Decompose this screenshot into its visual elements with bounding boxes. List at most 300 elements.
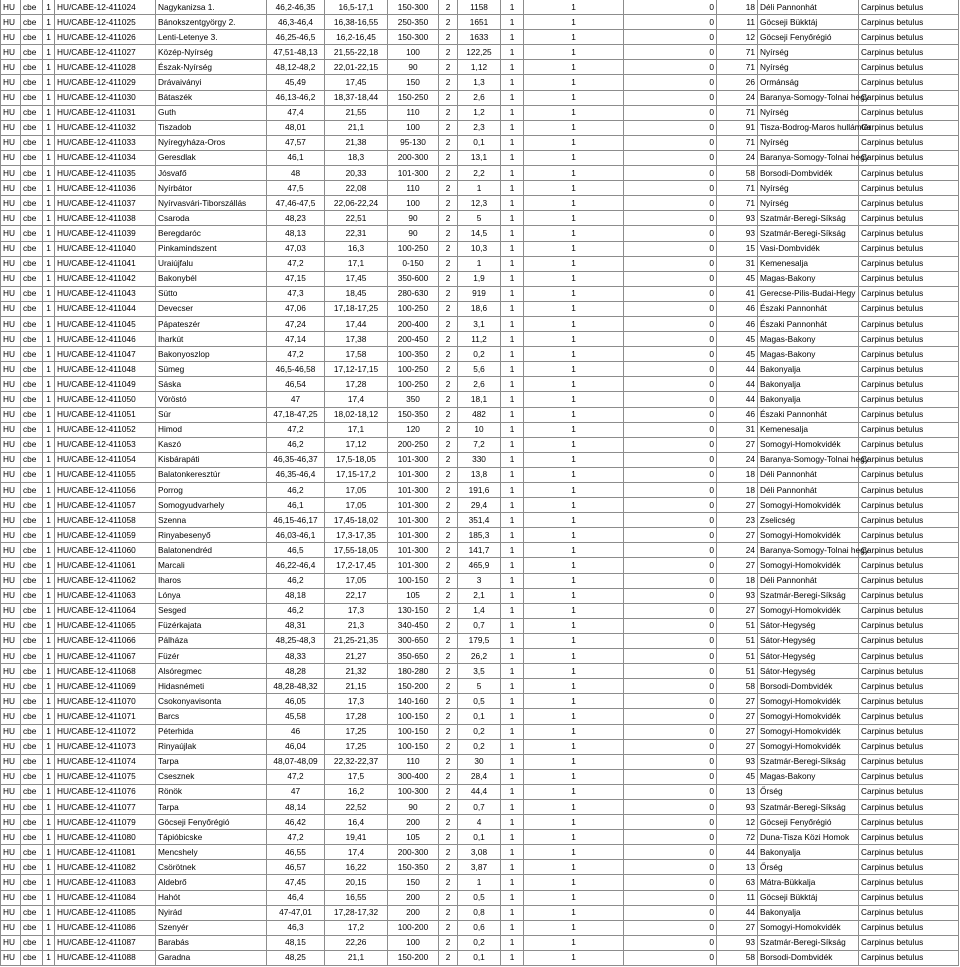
area-cell[interactable]: 29,4 — [458, 498, 501, 513]
longitude-cell[interactable]: 22,51 — [325, 211, 388, 226]
latitude-cell[interactable]: 48,31 — [267, 618, 325, 633]
species-code-cell[interactable]: cbe — [21, 905, 43, 920]
unit-name-cell[interactable]: Bátaszék — [156, 90, 267, 105]
species-code-cell[interactable]: cbe — [21, 452, 43, 467]
area-cell[interactable]: 2,6 — [458, 377, 501, 392]
region-name-cell[interactable]: Borsodi-Dombvidék — [758, 166, 859, 181]
region-code-cell[interactable]: 13 — [717, 784, 758, 799]
register-id-cell[interactable]: HU/CABE-12-411028 — [55, 60, 156, 75]
region-code-cell[interactable]: 27 — [717, 528, 758, 543]
area-cell[interactable]: 10 — [458, 422, 501, 437]
region-name-cell[interactable]: Somogyi-Homokvidék — [758, 528, 859, 543]
flag-a-cell[interactable]: 1 — [501, 120, 524, 135]
region-code-cell[interactable]: 93 — [717, 935, 758, 950]
latitude-cell[interactable]: 46,55 — [267, 845, 325, 860]
latitude-cell[interactable]: 47,03 — [267, 241, 325, 256]
country-cell[interactable]: HU — [1, 513, 21, 528]
species-name-cell[interactable]: Carpinus betulus — [859, 754, 959, 769]
latitude-cell[interactable]: 47,46-47,5 — [267, 196, 325, 211]
unit-name-cell[interactable]: Péterhida — [156, 724, 267, 739]
area-cell[interactable]: 191,6 — [458, 483, 501, 498]
region-code-cell[interactable]: 12 — [717, 815, 758, 830]
country-cell[interactable]: HU — [1, 784, 21, 799]
flag-a-cell[interactable]: 1 — [501, 211, 524, 226]
type-cell[interactable]: 2 — [439, 588, 458, 603]
register-id-cell[interactable]: HU/CABE-12-411043 — [55, 286, 156, 301]
country-cell[interactable]: HU — [1, 407, 21, 422]
altitude-cell[interactable]: 150-250 — [388, 90, 439, 105]
country-cell[interactable]: HU — [1, 558, 21, 573]
altitude-cell[interactable]: 200 — [388, 905, 439, 920]
region-code-cell[interactable]: 45 — [717, 347, 758, 362]
area-cell[interactable]: 919 — [458, 286, 501, 301]
unit-name-cell[interactable]: Tiszadob — [156, 120, 267, 135]
species-code-cell[interactable]: cbe — [21, 739, 43, 754]
category-cell[interactable]: 1 — [43, 905, 55, 920]
altitude-cell[interactable]: 100-250 — [388, 377, 439, 392]
flag-b-cell[interactable]: 1 — [524, 739, 624, 754]
area-cell[interactable]: 0,5 — [458, 890, 501, 905]
region-name-cell[interactable]: Bakonyalja — [758, 362, 859, 377]
unit-name-cell[interactable]: Nagykanizsa 1. — [156, 0, 267, 15]
altitude-cell[interactable]: 101-300 — [388, 452, 439, 467]
register-id-cell[interactable]: HU/CABE-12-411073 — [55, 739, 156, 754]
country-cell[interactable]: HU — [1, 362, 21, 377]
longitude-cell[interactable]: 16,55 — [325, 890, 388, 905]
latitude-cell[interactable]: 48,15 — [267, 935, 325, 950]
type-cell[interactable]: 2 — [439, 226, 458, 241]
unit-name-cell[interactable]: Sümeg — [156, 362, 267, 377]
flag-b-cell[interactable]: 1 — [524, 90, 624, 105]
country-cell[interactable]: HU — [1, 211, 21, 226]
register-id-cell[interactable]: HU/CABE-12-411026 — [55, 30, 156, 45]
latitude-cell[interactable]: 48,14 — [267, 799, 325, 814]
species-name-cell[interactable]: Carpinus betulus — [859, 618, 959, 633]
unit-name-cell[interactable]: Lónya — [156, 588, 267, 603]
region-code-cell[interactable]: 18 — [717, 467, 758, 482]
longitude-cell[interactable]: 17,45 — [325, 75, 388, 90]
flag-a-cell[interactable]: 1 — [501, 679, 524, 694]
longitude-cell[interactable]: 17,12-17,15 — [325, 362, 388, 377]
latitude-cell[interactable]: 46,35-46,37 — [267, 452, 325, 467]
longitude-cell[interactable]: 16,38-16,55 — [325, 15, 388, 30]
flag-a-cell[interactable]: 1 — [501, 452, 524, 467]
region-name-cell[interactable]: Somogyi-Homokvidék — [758, 920, 859, 935]
region-name-cell[interactable]: Somogyi-Homokvidék — [758, 739, 859, 754]
region-name-cell[interactable]: Somogyi-Homokvidék — [758, 709, 859, 724]
longitude-cell[interactable]: 17,58 — [325, 347, 388, 362]
region-name-cell[interactable]: Nyírség — [758, 45, 859, 60]
unit-name-cell[interactable]: Göcseji Fenyőrégió — [156, 815, 267, 830]
altitude-cell[interactable]: 150-350 — [388, 407, 439, 422]
altitude-cell[interactable]: 150-200 — [388, 679, 439, 694]
species-code-cell[interactable]: cbe — [21, 45, 43, 60]
region-name-cell[interactable]: Zselicség — [758, 513, 859, 528]
species-code-cell[interactable]: cbe — [21, 664, 43, 679]
flag-a-cell[interactable]: 1 — [501, 769, 524, 784]
flag-c-cell[interactable]: 0 — [624, 905, 717, 920]
species-code-cell[interactable]: cbe — [21, 90, 43, 105]
species-name-cell[interactable]: Carpinus betulus — [859, 181, 959, 196]
latitude-cell[interactable]: 46,2-46,35 — [267, 0, 325, 15]
category-cell[interactable]: 1 — [43, 347, 55, 362]
region-code-cell[interactable]: 44 — [717, 845, 758, 860]
country-cell[interactable]: HU — [1, 30, 21, 45]
flag-b-cell[interactable]: 1 — [524, 815, 624, 830]
altitude-cell[interactable]: 90 — [388, 799, 439, 814]
country-cell[interactable]: HU — [1, 543, 21, 558]
species-name-cell[interactable]: Carpinus betulus — [859, 437, 959, 452]
flag-c-cell[interactable]: 0 — [624, 603, 717, 618]
species-code-cell[interactable]: cbe — [21, 467, 43, 482]
register-id-cell[interactable]: HU/CABE-12-411084 — [55, 890, 156, 905]
country-cell[interactable]: HU — [1, 241, 21, 256]
species-name-cell[interactable]: Carpinus betulus — [859, 875, 959, 890]
latitude-cell[interactable]: 47,3 — [267, 286, 325, 301]
category-cell[interactable]: 1 — [43, 618, 55, 633]
type-cell[interactable]: 2 — [439, 60, 458, 75]
flag-c-cell[interactable]: 0 — [624, 558, 717, 573]
species-code-cell[interactable]: cbe — [21, 498, 43, 513]
register-id-cell[interactable]: HU/CABE-12-411076 — [55, 784, 156, 799]
latitude-cell[interactable]: 47,45 — [267, 875, 325, 890]
species-name-cell[interactable]: Carpinus betulus — [859, 830, 959, 845]
altitude-cell[interactable]: 150-300 — [388, 30, 439, 45]
flag-a-cell[interactable]: 1 — [501, 196, 524, 211]
species-code-cell[interactable]: cbe — [21, 105, 43, 120]
longitude-cell[interactable]: 17,3-17,35 — [325, 528, 388, 543]
flag-b-cell[interactable]: 1 — [524, 45, 624, 60]
category-cell[interactable]: 1 — [43, 754, 55, 769]
category-cell[interactable]: 1 — [43, 90, 55, 105]
longitude-cell[interactable]: 17,1 — [325, 256, 388, 271]
flag-a-cell[interactable]: 1 — [501, 528, 524, 543]
flag-c-cell[interactable]: 0 — [624, 90, 717, 105]
longitude-cell[interactable]: 22,17 — [325, 588, 388, 603]
region-code-cell[interactable]: 58 — [717, 950, 758, 965]
species-name-cell[interactable]: Carpinus betulus — [859, 392, 959, 407]
flag-b-cell[interactable]: 1 — [524, 724, 624, 739]
unit-name-cell[interactable]: Észak-Nyírség — [156, 60, 267, 75]
area-cell[interactable]: 13,1 — [458, 150, 501, 165]
region-code-cell[interactable]: 51 — [717, 649, 758, 664]
area-cell[interactable]: 1 — [458, 181, 501, 196]
register-id-cell[interactable]: HU/CABE-12-411042 — [55, 271, 156, 286]
longitude-cell[interactable]: 17,38 — [325, 332, 388, 347]
unit-name-cell[interactable]: Kaszó — [156, 437, 267, 452]
flag-b-cell[interactable]: 1 — [524, 316, 624, 331]
species-name-cell[interactable]: Carpinus betulus — [859, 528, 959, 543]
country-cell[interactable]: HU — [1, 347, 21, 362]
flag-c-cell[interactable]: 0 — [624, 196, 717, 211]
flag-a-cell[interactable]: 1 — [501, 150, 524, 165]
category-cell[interactable]: 1 — [43, 513, 55, 528]
register-id-cell[interactable]: HU/CABE-12-411036 — [55, 181, 156, 196]
species-name-cell[interactable]: Carpinus betulus — [859, 950, 959, 965]
unit-name-cell[interactable]: Szenna — [156, 513, 267, 528]
country-cell[interactable]: HU — [1, 649, 21, 664]
category-cell[interactable]: 1 — [43, 15, 55, 30]
latitude-cell[interactable]: 46,4 — [267, 890, 325, 905]
latitude-cell[interactable]: 46,2 — [267, 483, 325, 498]
species-name-cell[interactable]: Carpinus betulus — [859, 739, 959, 754]
flag-b-cell[interactable]: 1 — [524, 603, 624, 618]
area-cell[interactable]: 1,9 — [458, 271, 501, 286]
altitude-cell[interactable]: 200-400 — [388, 316, 439, 331]
species-code-cell[interactable]: cbe — [21, 332, 43, 347]
species-code-cell[interactable]: cbe — [21, 633, 43, 648]
altitude-cell[interactable]: 250-350 — [388, 15, 439, 30]
region-code-cell[interactable]: 63 — [717, 875, 758, 890]
category-cell[interactable]: 1 — [43, 543, 55, 558]
flag-a-cell[interactable]: 1 — [501, 422, 524, 437]
latitude-cell[interactable]: 46,3-46,4 — [267, 15, 325, 30]
register-id-cell[interactable]: HU/CABE-12-411083 — [55, 875, 156, 890]
longitude-cell[interactable]: 17,44 — [325, 316, 388, 331]
category-cell[interactable]: 1 — [43, 769, 55, 784]
region-name-cell[interactable]: Szatmár-Beregi-Síkság — [758, 211, 859, 226]
flag-a-cell[interactable]: 1 — [501, 181, 524, 196]
flag-a-cell[interactable]: 1 — [501, 694, 524, 709]
type-cell[interactable]: 2 — [439, 467, 458, 482]
area-cell[interactable]: 351,4 — [458, 513, 501, 528]
unit-name-cell[interactable]: Csesznek — [156, 769, 267, 784]
flag-b-cell[interactable]: 1 — [524, 679, 624, 694]
region-code-cell[interactable]: 45 — [717, 271, 758, 286]
category-cell[interactable]: 1 — [43, 150, 55, 165]
country-cell[interactable]: HU — [1, 75, 21, 90]
altitude-cell[interactable]: 350-600 — [388, 271, 439, 286]
region-code-cell[interactable]: 45 — [717, 332, 758, 347]
flag-c-cell[interactable]: 0 — [624, 769, 717, 784]
altitude-cell[interactable]: 110 — [388, 754, 439, 769]
species-name-cell[interactable]: Carpinus betulus — [859, 30, 959, 45]
flag-a-cell[interactable]: 1 — [501, 332, 524, 347]
country-cell[interactable]: HU — [1, 150, 21, 165]
category-cell[interactable]: 1 — [43, 875, 55, 890]
flag-a-cell[interactable]: 1 — [501, 920, 524, 935]
unit-name-cell[interactable]: Súr — [156, 407, 267, 422]
region-code-cell[interactable]: 93 — [717, 211, 758, 226]
area-cell[interactable]: 26,2 — [458, 649, 501, 664]
area-cell[interactable]: 1,3 — [458, 75, 501, 90]
latitude-cell[interactable]: 48,33 — [267, 649, 325, 664]
country-cell[interactable]: HU — [1, 422, 21, 437]
register-id-cell[interactable]: HU/CABE-12-411060 — [55, 543, 156, 558]
flag-b-cell[interactable]: 1 — [524, 286, 624, 301]
region-code-cell[interactable]: 71 — [717, 45, 758, 60]
flag-a-cell[interactable]: 1 — [501, 392, 524, 407]
longitude-cell[interactable]: 17,45 — [325, 271, 388, 286]
flag-a-cell[interactable]: 1 — [501, 633, 524, 648]
flag-b-cell[interactable]: 1 — [524, 256, 624, 271]
longitude-cell[interactable]: 21,55 — [325, 105, 388, 120]
region-code-cell[interactable]: 27 — [717, 603, 758, 618]
type-cell[interactable]: 2 — [439, 181, 458, 196]
unit-name-cell[interactable]: Rinyaújlak — [156, 739, 267, 754]
region-name-cell[interactable]: Sátor-Hegység — [758, 649, 859, 664]
flag-a-cell[interactable]: 1 — [501, 377, 524, 392]
region-name-cell[interactable]: Déli Pannonhát — [758, 0, 859, 15]
longitude-cell[interactable]: 21,3 — [325, 618, 388, 633]
flag-c-cell[interactable]: 0 — [624, 588, 717, 603]
country-cell[interactable]: HU — [1, 181, 21, 196]
altitude-cell[interactable]: 100-150 — [388, 709, 439, 724]
altitude-cell[interactable]: 100-350 — [388, 347, 439, 362]
type-cell[interactable]: 2 — [439, 483, 458, 498]
register-id-cell[interactable]: HU/CABE-12-411066 — [55, 633, 156, 648]
species-name-cell[interactable]: Carpinus betulus — [859, 664, 959, 679]
flag-b-cell[interactable]: 1 — [524, 135, 624, 150]
type-cell[interactable]: 2 — [439, 769, 458, 784]
register-id-cell[interactable]: HU/CABE-12-411048 — [55, 362, 156, 377]
latitude-cell[interactable]: 47 — [267, 392, 325, 407]
register-id-cell[interactable]: HU/CABE-12-411080 — [55, 830, 156, 845]
flag-a-cell[interactable]: 1 — [501, 301, 524, 316]
species-code-cell[interactable]: cbe — [21, 422, 43, 437]
species-code-cell[interactable]: cbe — [21, 950, 43, 965]
flag-b-cell[interactable]: 1 — [524, 935, 624, 950]
unit-name-cell[interactable]: Devecser — [156, 301, 267, 316]
altitude-cell[interactable]: 150-200 — [388, 950, 439, 965]
flag-a-cell[interactable]: 1 — [501, 890, 524, 905]
species-code-cell[interactable]: cbe — [21, 30, 43, 45]
flag-a-cell[interactable]: 1 — [501, 573, 524, 588]
region-code-cell[interactable]: 93 — [717, 588, 758, 603]
species-name-cell[interactable]: Carpinus betulus — [859, 920, 959, 935]
country-cell[interactable]: HU — [1, 256, 21, 271]
species-code-cell[interactable]: cbe — [21, 649, 43, 664]
area-cell[interactable]: 330 — [458, 452, 501, 467]
altitude-cell[interactable]: 90 — [388, 226, 439, 241]
altitude-cell[interactable]: 350 — [388, 392, 439, 407]
category-cell[interactable]: 1 — [43, 573, 55, 588]
country-cell[interactable]: HU — [1, 799, 21, 814]
category-cell[interactable]: 1 — [43, 407, 55, 422]
longitude-cell[interactable]: 21,1 — [325, 120, 388, 135]
register-id-cell[interactable]: HU/CABE-12-411032 — [55, 120, 156, 135]
flag-b-cell[interactable]: 1 — [524, 452, 624, 467]
area-cell[interactable]: 44,4 — [458, 784, 501, 799]
species-name-cell[interactable]: Carpinus betulus — [859, 633, 959, 648]
altitude-cell[interactable]: 100-250 — [388, 362, 439, 377]
flag-a-cell[interactable]: 1 — [501, 739, 524, 754]
longitude-cell[interactable]: 16,2-16,45 — [325, 30, 388, 45]
unit-name-cell[interactable]: Bakonyoszlop — [156, 347, 267, 362]
region-name-cell[interactable]: Somogyi-Homokvidék — [758, 694, 859, 709]
species-code-cell[interactable]: cbe — [21, 166, 43, 181]
region-name-cell[interactable]: Borsodi-Dombvidék — [758, 950, 859, 965]
register-id-cell[interactable]: HU/CABE-12-411035 — [55, 166, 156, 181]
flag-b-cell[interactable]: 1 — [524, 150, 624, 165]
species-code-cell[interactable]: cbe — [21, 935, 43, 950]
register-id-cell[interactable]: HU/CABE-12-411070 — [55, 694, 156, 709]
species-name-cell[interactable]: Carpinus betulus — [859, 467, 959, 482]
category-cell[interactable]: 1 — [43, 558, 55, 573]
flag-c-cell[interactable]: 0 — [624, 709, 717, 724]
category-cell[interactable]: 1 — [43, 316, 55, 331]
type-cell[interactable]: 2 — [439, 950, 458, 965]
region-code-cell[interactable]: 44 — [717, 362, 758, 377]
area-cell[interactable]: 28,4 — [458, 769, 501, 784]
country-cell[interactable]: HU — [1, 90, 21, 105]
country-cell[interactable]: HU — [1, 286, 21, 301]
register-id-cell[interactable]: HU/CABE-12-411025 — [55, 15, 156, 30]
unit-name-cell[interactable]: Nyírvasvári-Tiborszállás — [156, 196, 267, 211]
latitude-cell[interactable]: 46,2 — [267, 573, 325, 588]
region-name-cell[interactable]: Baranya-Somogy-Tolnai hegy — [758, 150, 859, 165]
country-cell[interactable]: HU — [1, 573, 21, 588]
flag-b-cell[interactable]: 1 — [524, 694, 624, 709]
type-cell[interactable]: 2 — [439, 90, 458, 105]
country-cell[interactable]: HU — [1, 875, 21, 890]
country-cell[interactable]: HU — [1, 45, 21, 60]
region-name-cell[interactable]: Bakonyalja — [758, 905, 859, 920]
species-code-cell[interactable]: cbe — [21, 618, 43, 633]
flag-b-cell[interactable]: 1 — [524, 633, 624, 648]
altitude-cell[interactable]: 100-300 — [388, 784, 439, 799]
category-cell[interactable]: 1 — [43, 588, 55, 603]
country-cell[interactable]: HU — [1, 588, 21, 603]
altitude-cell[interactable]: 100 — [388, 120, 439, 135]
altitude-cell[interactable]: 200 — [388, 815, 439, 830]
altitude-cell[interactable]: 200 — [388, 890, 439, 905]
register-id-cell[interactable]: HU/CABE-12-411058 — [55, 513, 156, 528]
country-cell[interactable]: HU — [1, 467, 21, 482]
longitude-cell[interactable]: 21,32 — [325, 664, 388, 679]
area-cell[interactable]: 0,2 — [458, 347, 501, 362]
unit-name-cell[interactable]: Nyírbátor — [156, 181, 267, 196]
species-name-cell[interactable]: Carpinus betulus — [859, 0, 959, 15]
region-name-cell[interactable]: Somogyi-Homokvidék — [758, 437, 859, 452]
flag-b-cell[interactable]: 1 — [524, 120, 624, 135]
area-cell[interactable]: 2,6 — [458, 90, 501, 105]
unit-name-cell[interactable]: Sütto — [156, 286, 267, 301]
country-cell[interactable]: HU — [1, 392, 21, 407]
type-cell[interactable]: 2 — [439, 633, 458, 648]
flag-a-cell[interactable]: 1 — [501, 241, 524, 256]
flag-c-cell[interactable]: 0 — [624, 271, 717, 286]
register-id-cell[interactable]: HU/CABE-12-411029 — [55, 75, 156, 90]
region-code-cell[interactable]: 24 — [717, 150, 758, 165]
category-cell[interactable]: 1 — [43, 120, 55, 135]
flag-b-cell[interactable]: 1 — [524, 211, 624, 226]
region-code-cell[interactable]: 27 — [717, 558, 758, 573]
category-cell[interactable]: 1 — [43, 467, 55, 482]
register-id-cell[interactable]: HU/CABE-12-411037 — [55, 196, 156, 211]
species-code-cell[interactable]: cbe — [21, 181, 43, 196]
flag-c-cell[interactable]: 0 — [624, 633, 717, 648]
register-id-cell[interactable]: HU/CABE-12-411024 — [55, 0, 156, 15]
flag-b-cell[interactable]: 1 — [524, 483, 624, 498]
species-name-cell[interactable]: Carpinus betulus — [859, 45, 959, 60]
flag-c-cell[interactable]: 0 — [624, 332, 717, 347]
country-cell[interactable]: HU — [1, 226, 21, 241]
country-cell[interactable]: HU — [1, 618, 21, 633]
type-cell[interactable]: 2 — [439, 196, 458, 211]
flag-a-cell[interactable]: 1 — [501, 166, 524, 181]
unit-name-cell[interactable]: Aldebrő — [156, 875, 267, 890]
type-cell[interactable]: 2 — [439, 573, 458, 588]
region-code-cell[interactable]: 11 — [717, 15, 758, 30]
latitude-cell[interactable]: 46,42 — [267, 815, 325, 830]
species-name-cell[interactable]: Carpinus betulus — [859, 452, 959, 467]
region-name-cell[interactable]: Szatmár-Beregi-Síkság — [758, 935, 859, 950]
region-name-cell[interactable]: Baranya-Somogy-Tolnai hegy — [758, 90, 859, 105]
region-code-cell[interactable]: 27 — [717, 920, 758, 935]
country-cell[interactable]: HU — [1, 528, 21, 543]
species-name-cell[interactable]: Carpinus betulus — [859, 150, 959, 165]
